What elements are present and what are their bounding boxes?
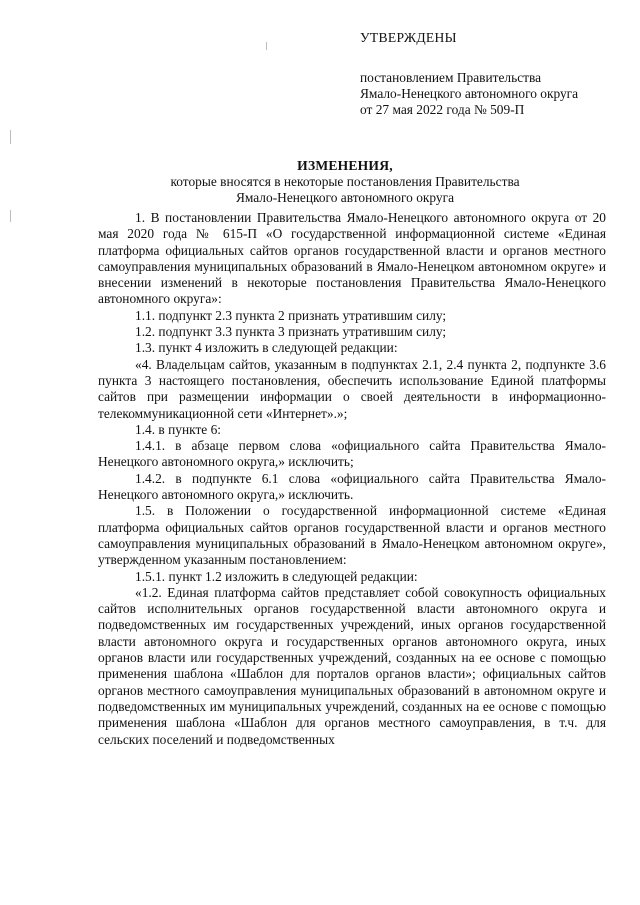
approval-line: Ямало-Ненецкого автономного округа [360,86,579,101]
approval-title: УТВЕРЖДЕНЫ [360,30,457,45]
paragraph: «4. Владельцам сайтов, указанным в подпунктах 2.1, 2.4 пункта 2, подпункте 3.6 пункта 3 настоящего постановления, обеспечить использование Единой платформы сайтов при размещении информации о своей деятельности в информационно-телекоммуникационной сети «Интернет».»; [98,356,606,421]
paragraph: 1.2. подпункт 3.3 пункта 3 признать утратившим силу; [135,324,447,340]
approval-line: постановлением Правительства [360,70,542,85]
document-subtitle-line: которые вносятся в некоторые постановления Правительства [170,174,520,189]
document-title: ИЗМЕНЕНИЯ, [297,158,393,173]
scan-mark [10,130,11,144]
paragraph: 1.5.1. пункт 1.2 изложить в следующей редакции: [135,568,418,584]
paragraph: 1.4.2. в подпункте 6.1 слова «официального сайта Правительства Ямало-Ненецкого автономного округа,» исключить. [98,470,606,503]
paragraph: 1. В постановлении Правительства Ямало-Ненецкого автономного округа от 20 мая 2020 года № 615-П «О государственной информационной системе «Единая платформа официальных сайтов органов государственной власти и органов местного самоуправления муниципальных образований в Ямало-Ненецком автономном округе» и внесении изменений в некоторые постановления Правительства Ямало-Ненецкого автономного округа»: [98,210,606,307]
paragraph: 1.1. подпункт 2.3 пункта 2 признать утратившим силу; [135,307,447,323]
paragraph: 1.5. в Положении о государственной информационной системе «Единая платформа официальных сайтов органов государственной власти и органов местного самоуправления муниципальных образований в Ямало-Ненецком автономном округе», утвержденном указанным постановлением: [98,503,606,568]
paragraph: «1.2. Единая платформа сайтов представляет собой совокупность официальных сайтов исполнительных органов государственной власти автономного округа и подведомственных им государственных учреждений, иных органов государственной власти автономного округа и государственных органов автономного округа, иных органов власти или государственных учреждений, созданных на ее основе с помощью применения шаблона «Шаблон для порталов органов власти»; официальных сайтов органов местного самоуправления муниципальных образований в автономном округе и подведомственных им муниципальных учреждений, созданных на ее основе с помощью применения шаблона «Шаблон для органов местного самоуправления, в т.ч. для сельских поселений и подведомственных [98,584,606,747]
approval-line: от 27 мая 2022 года № 509-П [360,102,525,117]
paragraph: 1.4.1. в абзаце первом слова «официального сайта Правительства Ямало-Ненецкого автономного округа,» исключить; [98,438,606,470]
paragraph: 1.4. в пункте 6: [135,421,222,437]
document-subtitle-line: Ямало-Ненецкого автономного округа [235,190,455,205]
document-heading [60,158,630,206]
scan-mark [10,210,11,222]
scan-mark [266,42,267,50]
paragraph: 1.3. пункт 4 изложить в следующей редакции: [135,340,398,356]
document-body [98,210,606,748]
approval-block [360,30,630,118]
